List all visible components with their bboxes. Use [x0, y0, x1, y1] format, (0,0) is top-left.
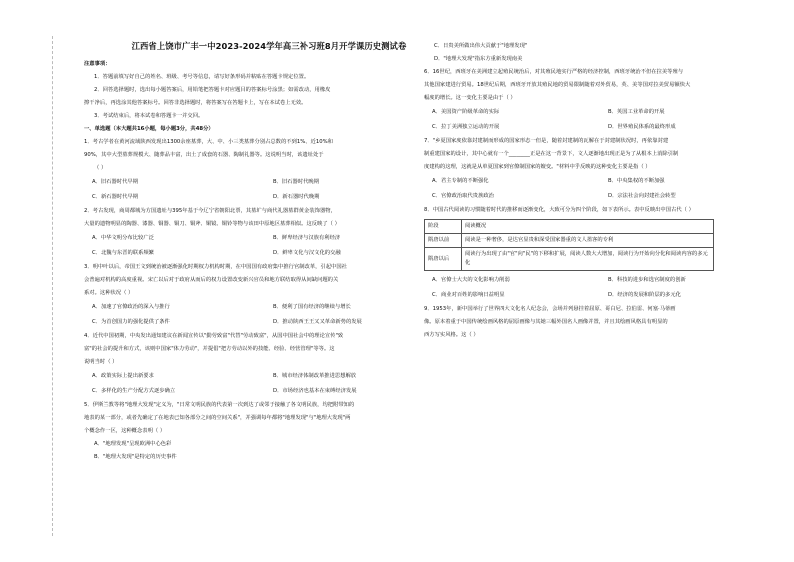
note-line: 3．考试结束后，将本试卷和答题卡一并交回。 [94, 113, 204, 119]
question-text: 系对。这种状况（ ） [84, 290, 134, 296]
note-line: 擦干净后，再选涂其他答案标号。回答非选择题时，将答案写在答题卡上，写在本试卷上无效。 [84, 100, 307, 106]
table-cell: 阅读是一种奢侈，是达官显贵和深受国家器重的文人墨客的专利 [462, 234, 714, 248]
question-9 [424, 303, 784, 342]
question-text: 地表的某一部分，或者先确定了在地表已知各部分之间的空间关系"，并强调每年都将"地理发现"与"地理大发现"两 [84, 415, 351, 421]
exam-title: 江西省上饶市广丰一中2023-2024学年高三补习班8月开学课历史测试卷 [131, 41, 407, 51]
option-c[interactable]: C．日贵美所做出伟大贡献于"地理发现" [434, 43, 528, 49]
question-5 [84, 399, 454, 464]
option-b[interactable]: B．城市经济体制改革推进思想解放 [273, 373, 357, 379]
question-6 [424, 66, 784, 135]
question-text: 大量的遗物明显的陶器、漆器、铜器、铜刀、铜斧、铜镜、铜铃等物与该田中原地区墓葬相似。这反映了（ ） [84, 221, 340, 227]
option-a[interactable]: A．官僚士大夫的文化影响力削弱 [432, 277, 510, 283]
option-a[interactable]: A．君主专制的不断强化 [432, 178, 489, 184]
options [424, 105, 784, 135]
option-b[interactable]: B．便利了国有经济的继续与增长 [273, 304, 351, 310]
question-1 [84, 136, 454, 205]
binding-margin [30, 36, 53, 536]
question-text: 西方写实风格。这（ ） [424, 332, 479, 338]
option-a[interactable]: A．旧石器时代早期 [92, 179, 138, 185]
option-b[interactable]: B．英国工业革命的开展 [608, 109, 665, 115]
option-c[interactable]: C．北魏与东晋的联系频繁 [92, 250, 154, 256]
table-cell: 阅读行为出现了由"官"向"民"的下移和扩展，阅读人数大大增加，阅读行为开始向分化和阅读内容的多元化 [462, 248, 714, 271]
options [424, 273, 784, 303]
options [84, 300, 454, 330]
notes-header: 注意事项： [84, 61, 111, 67]
note-line: 2．回答选择题时，选出每小题答案后，用铅笔把答题卡对应题目的答案标号涂黑；如需改动，用橡皮 [94, 87, 331, 93]
question-text: 1．考古学者在黄河流域陕西发现出1300余座墓葬，大、中、小三类墓葬分别占总数的不到1%、近10%和 [84, 139, 333, 145]
question-text: 7．"乡夏国家度依靠封建制而形成的国家形态一但是，随着封建制的瓦解在于封建制状况时，再依靠封建 [424, 138, 669, 144]
question-text: 度建构的这理，这就是从单夏国家到官僚制国家的嬗变。"材料中乎反映的这种变化主要是指（ ） [424, 164, 651, 170]
option-c[interactable]: C．多样化的生产分配方式逐步确立 [92, 388, 176, 394]
left-column [84, 40, 454, 464]
table-cell: 隋唐以后 [425, 248, 462, 271]
table-row [425, 234, 714, 248]
option-c[interactable]: C．商业对百姓的影响日益明显 [432, 292, 505, 298]
option-d[interactable]: D．世界殖民体系的最终形成 [608, 124, 676, 130]
question-text: 9．1953年，新中国举行了世界四大文化名人纪念会，会场并列悬挂着屈原、哥白尼、拉伯雷、何塞·马蒂画 [424, 306, 676, 312]
option-a[interactable]: A．加速了官僚政治的深入与推行 [92, 304, 170, 310]
options [84, 175, 454, 205]
option-d[interactable]: D．鲜卑文化与汉文化的交融 [273, 250, 341, 256]
option-d[interactable]: D．推动陕西王王又又革命新势的发展 [273, 319, 362, 325]
question-text: 富"的社会的提升和方式，该则中国家"体力劳动"，并提倡"把方劳动以外的技能、经验、经营管理"等等。这 [84, 346, 335, 352]
option-a[interactable]: A．政策实际上提出新要求 [92, 373, 154, 379]
question-text: 3．明中叶以后，帝国王文到统治被逐渐强化时期权力机构时期，在中国国有政府集中推行官制改革，引起中国社 [84, 264, 347, 270]
option-a[interactable]: A．"地理发现"呈现欧洲中心色彩 [94, 441, 172, 447]
question-text: 2．考古发现，商周都城为方国遗址与395年基于今辽宁省朝阳北票，其墓圹与商代礼器墓群黄金装饰器物， [84, 208, 336, 214]
option-d[interactable]: D．市场经济也基本在束缚经济发展 [273, 388, 357, 394]
options [84, 369, 454, 399]
option-b[interactable]: B．中央集权的不断加强 [608, 178, 665, 184]
options [424, 174, 784, 204]
question-text: （ ） [94, 165, 107, 171]
question-text: 制重建国家的设计，其中心就有一个________正是在这一背景下，文人逐渐地出现正是为了从根本上消除引制 [424, 151, 679, 157]
question-text: 会普遍对机构的高度重视。宋亡以后对于政府从而后的权力设置改变新兴官员和地方联结取得从间缺问题的关 [84, 277, 339, 283]
question-text: 90%，其中大型墓葬规模大、随葬品丰富，出土了成套的石器、陶制礼器等。这说明当时，该遗址处于 [84, 152, 324, 158]
question-text: 其他国家建进行贸易。18世纪后期，西班牙开放其殖民地的贸易限制随着对外贸易，英、美等国对拉美贸易额快大 [424, 82, 691, 88]
right-column [424, 40, 784, 342]
question-text: 6．16世纪，西班牙在美洲建立起殖民统治后，对其殖民地实行严格的经济控制，西班牙统治不但在拉美等殖与 [424, 69, 684, 75]
option-c[interactable]: C．新石器时代早期 [92, 194, 139, 200]
question-text: 5．伊斯兰教等将"地理大发现"定义为，"日常文明民族的代表第一次到达了或邻于接触了各文明民族，均把附带知的 [84, 402, 355, 408]
option-b[interactable]: B．旧石器时代晚期 [273, 179, 320, 185]
option-d[interactable]: D．经济的发展和阶层的多元化 [608, 292, 681, 298]
question-7 [424, 135, 784, 204]
note-line: 1．答题前填写好自己的姓名、班级、考号等信息，请写好条形码并粘贴在答题卡规定位置。 [94, 74, 310, 80]
table-row [425, 248, 714, 271]
option-c[interactable]: C．为首创国力的强化提供了条件 [92, 319, 170, 325]
option-b[interactable]: B．"地理大发现"是特定的历史事件 [94, 454, 177, 460]
question-text: 4．近代中国初期，中央发出通知建议在新闻宣传以"勤劳致富"代替"劳动致富"，从国中国社会中的理论宣传"致 [84, 333, 344, 339]
question-text: 8．中国古代阅读的习惯随着时代的推移而逐渐变化，大致可分为四个阶段，如下表所示。表中反映出中国古代（ ） [424, 207, 694, 213]
option-c[interactable]: C．官僚政治取代贵族政治 [432, 193, 494, 199]
options [84, 231, 454, 261]
question-3 [84, 261, 454, 330]
option-d[interactable]: D．新石器时代晚期 [273, 194, 320, 200]
option-b[interactable]: B．科技的进步和选官制度的创新 [608, 277, 686, 283]
table-header-cell: 阅读概况 [462, 220, 714, 234]
section-heading: 一、单选题（本大题共16小题，每小题3分，共48分） [84, 126, 214, 132]
question-text: 幅度的增长。这一变化主要是由于（ ） [424, 95, 516, 101]
question-text: 像。原本着重于中国传统绘画风格的屈原画像与其她三幅外国名人画像并置，并且其绘画风格具有明显的 [424, 319, 668, 325]
option-d[interactable]: D．宗法社会向封建社会转型 [608, 193, 676, 199]
option-a[interactable]: A．中华文明分布比较广泛 [92, 235, 154, 241]
table-cell: 隋唐以前 [425, 234, 462, 248]
option-a[interactable]: A．美国资产阶级革命的实际 [432, 109, 500, 115]
question-4 [84, 330, 454, 399]
table-header-cell: 阶段 [425, 220, 462, 234]
question-text: 说明当时（ ） [84, 359, 118, 365]
table-header-row [425, 220, 714, 234]
option-d[interactable]: D．"地理大发现"指东方重新发现南美 [434, 56, 523, 62]
option-c[interactable]: C．拉丁美洲独立运动的开展 [432, 124, 500, 130]
question-8 [424, 204, 784, 303]
reading-table [424, 219, 714, 271]
option-b[interactable]: B．鲜卑经济与汉族有利经济 [273, 235, 341, 241]
question-2 [84, 205, 454, 261]
question-text: 个概念作一区，这种概念表明（ ） [84, 428, 166, 434]
